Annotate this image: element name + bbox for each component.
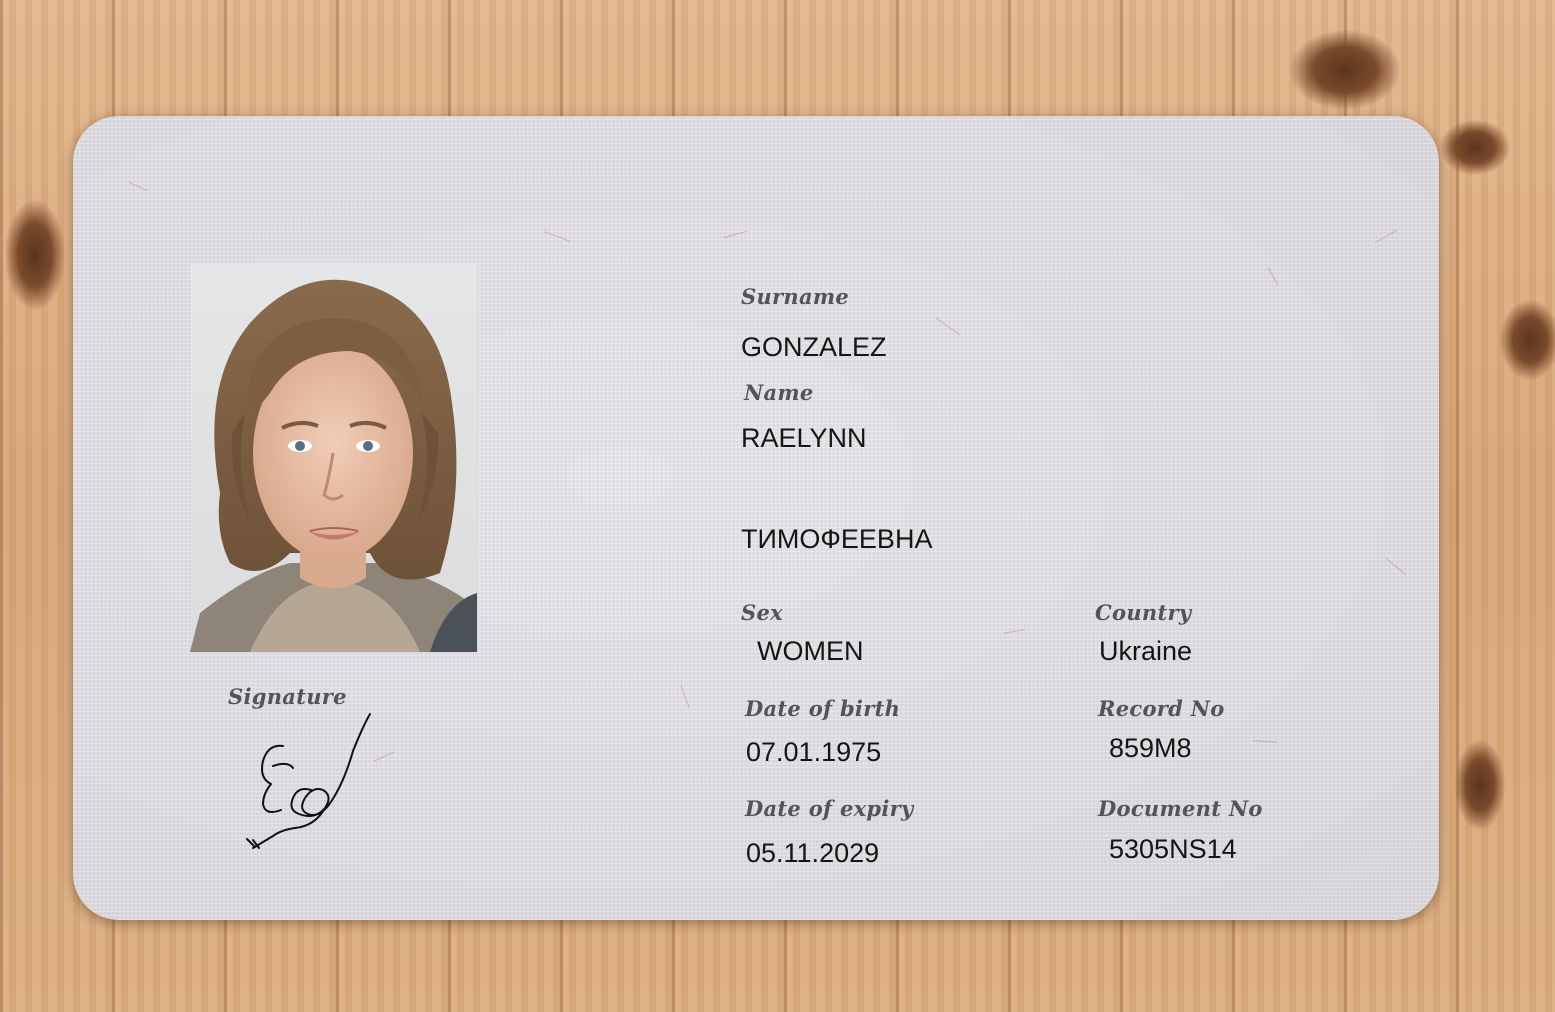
name-value: RAELYNN — [741, 423, 867, 453]
paper-fiber — [680, 685, 689, 708]
paper-fiber — [1253, 740, 1277, 743]
surname-label: Surname — [741, 284, 850, 309]
paper-fiber — [1374, 230, 1397, 244]
patronymic-value: ТИМОФЕЕВНА — [741, 524, 933, 554]
wood-knot — [1455, 740, 1505, 830]
paper-fiber — [723, 231, 746, 238]
date-of-birth-value: 07.01.1975 — [746, 737, 882, 767]
paper-fiber — [1003, 629, 1025, 634]
portrait-photo-icon — [190, 263, 477, 652]
country-label: Country — [1095, 600, 1192, 625]
paper-fiber — [935, 317, 960, 335]
wood-knot — [1500, 300, 1555, 380]
name-label: Name — [744, 380, 814, 405]
date-of-birth-label: Date of birth — [745, 696, 901, 721]
paper-fiber — [129, 182, 148, 191]
id-card — [73, 116, 1439, 920]
handwritten-signature-icon — [233, 706, 383, 856]
wood-knot — [5, 200, 65, 310]
record-no-value: 859M8 — [1109, 733, 1192, 763]
paper-fiber — [1386, 558, 1407, 575]
portrait-illustration — [190, 263, 477, 652]
surname-value: GONZALEZ — [741, 332, 887, 362]
wood-knot — [1290, 30, 1400, 110]
document-no-value: 5305NS14 — [1109, 834, 1237, 864]
wood-knot — [1440, 120, 1510, 175]
sex-label: Sex — [741, 600, 783, 625]
paper-fiber — [1268, 268, 1279, 286]
country-value: Ukraine — [1099, 636, 1193, 666]
date-of-expiry-value: 05.11.2029 — [746, 838, 880, 868]
sex-value: WOMEN — [757, 636, 864, 666]
paper-fiber — [544, 231, 571, 242]
record-no-label: Record No — [1098, 696, 1225, 721]
date-of-expiry-label: Date of expiry — [745, 796, 914, 821]
signature-label: Signature — [228, 684, 347, 709]
document-no-label: Document No — [1098, 796, 1263, 821]
